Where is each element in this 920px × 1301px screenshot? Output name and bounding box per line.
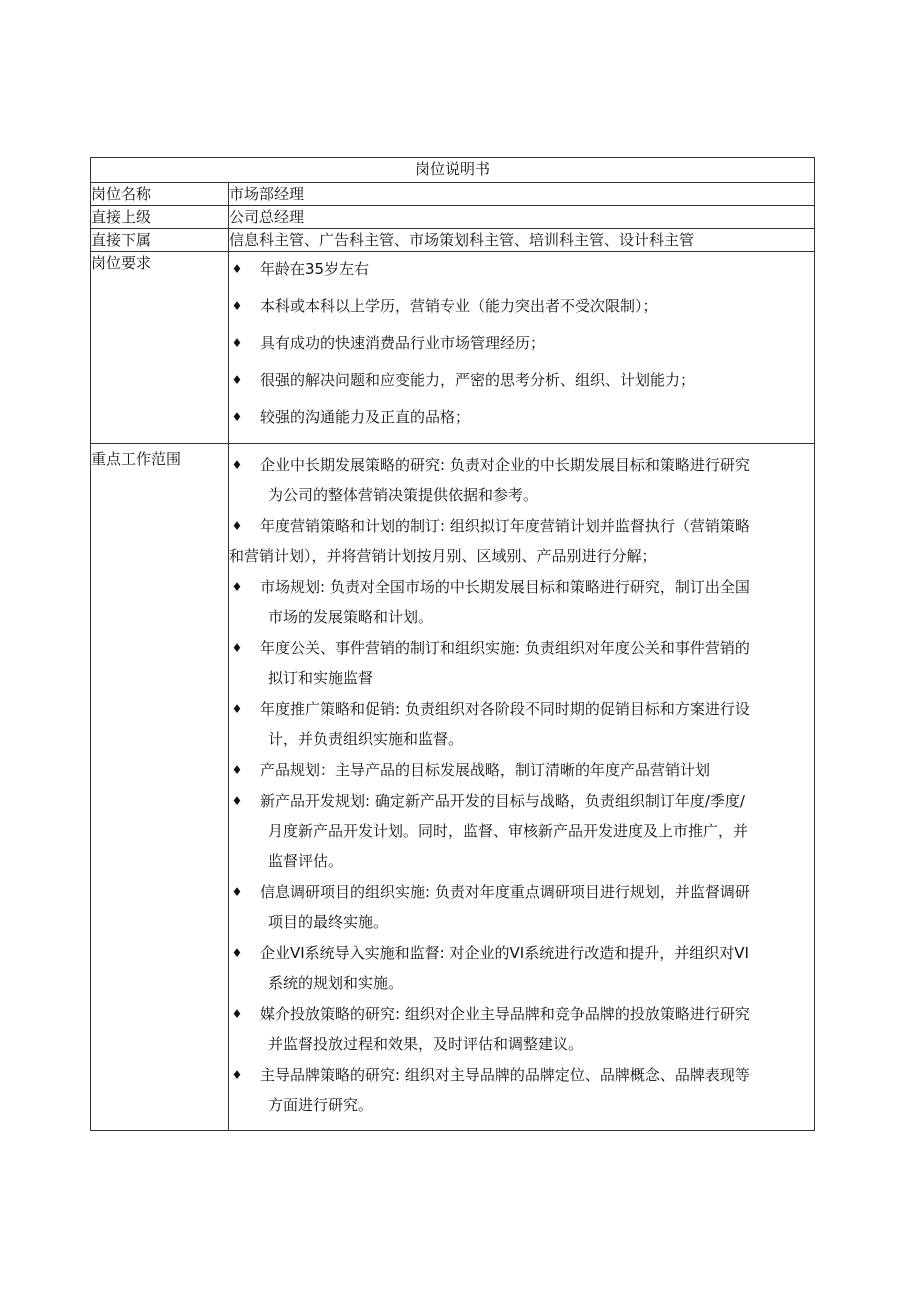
diamond-bullet-icon: ♦ xyxy=(231,458,243,472)
position-name-value: 市场部经理 xyxy=(229,183,815,206)
work-scope-text: 企业中长期发展策略的研究: 负责对企业的中长期发展目标和策略进行研究 xyxy=(260,456,750,474)
work-scope-item xyxy=(229,1060,814,1120)
work-scope-text: 为公司的整体营销决策提供依据和参考。 xyxy=(268,486,539,504)
diamond-bullet-icon: ♦ xyxy=(231,702,243,716)
requirement-item xyxy=(229,406,814,443)
work-scope-text: 新产品开发规划: 确定新产品开发的目标与战略，负责组织制订年度/季度/ xyxy=(260,792,745,810)
work-scope-cell xyxy=(229,444,815,1131)
direct-superior-label: 直接上级 xyxy=(91,206,229,229)
requirement-item xyxy=(229,332,814,369)
diamond-bullet-icon: ♦ xyxy=(231,794,243,808)
work-scope-text: 主导品牌策略的研究: 组织对主导品牌的品牌定位、品牌概念、品牌表现等 xyxy=(260,1066,750,1084)
work-scope-item xyxy=(229,938,814,998)
diamond-bullet-icon: ♦ xyxy=(231,262,243,276)
direct-superior-row xyxy=(91,206,815,229)
work-scope-item xyxy=(229,633,814,693)
work-scope-item xyxy=(229,450,814,510)
work-scope-item xyxy=(229,511,814,571)
position-name-row xyxy=(91,183,815,206)
work-scope-text: 信息调研项目的组织实施: 负责对年度重点调研项目进行规划，并监督调研 xyxy=(260,883,750,901)
work-scope-text: 系统的规划和实施。 xyxy=(268,974,404,992)
diamond-bullet-icon: ♦ xyxy=(231,763,243,777)
requirement-text: 本科或本科以上学历，营销专业（能力突出者不受次限制）； xyxy=(260,297,658,315)
requirement-text: 年龄在35岁左右 xyxy=(260,260,370,278)
work-scope-row xyxy=(91,444,815,1131)
position-name-label: 岗位名称 xyxy=(91,183,229,206)
diamond-bullet-icon: ♦ xyxy=(231,1007,243,1021)
direct-subordinate-label: 直接下属 xyxy=(91,229,229,252)
direct-subordinate-row xyxy=(91,229,815,252)
diamond-bullet-icon: ♦ xyxy=(231,373,243,387)
work-scope-item xyxy=(229,786,814,876)
requirements-label: 岗位要求 xyxy=(91,252,229,444)
requirement-text: 很强的解决问题和应变能力，严密的思考分析、组织、计划能力； xyxy=(260,371,696,389)
work-scope-item xyxy=(229,877,814,937)
work-scope-text: 拟订和实施监督 xyxy=(268,669,374,687)
work-scope-text: 并监督投放过程和效果，及时评估和调整建议。 xyxy=(268,1035,584,1053)
work-scope-text: 年度推广策略和促销: 负责组织对各阶段不同时期的促销目标和方案进行设 xyxy=(260,700,750,718)
requirements-cell xyxy=(229,252,815,444)
work-scope-item xyxy=(229,694,814,754)
diamond-bullet-icon: ♦ xyxy=(231,641,243,655)
work-scope-text: 市场的发展策略和计划。 xyxy=(268,608,434,626)
direct-superior-value: 公司总经理 xyxy=(229,206,815,229)
work-scope-text: 项目的最终实施。 xyxy=(268,913,389,931)
work-scope-text: 年度公关、事件营销的制订和组织实施: 负责组织对年度公关和事件营销的 xyxy=(260,639,750,657)
work-scope-label: 重点工作范围 xyxy=(91,444,229,1131)
requirement-item xyxy=(229,369,814,406)
work-scope-text: 和营销计划），并将营销计划按月别、区域别、产品别进行分解； xyxy=(229,547,657,565)
work-scope-text: 月度新产品开发计划。同时，监督、审核新产品开发进度及上市推广，并 xyxy=(268,822,749,840)
work-scope-text: 媒介投放策略的研究: 组织对企业主导品牌和竞争品牌的投放策略进行研究 xyxy=(260,1005,750,1023)
work-scope-item xyxy=(229,999,814,1059)
requirement-text: 具有成功的快速消费品行业市场管理经历； xyxy=(260,334,546,352)
requirement-text: 较强的沟通能力及正直的品格； xyxy=(260,408,471,426)
work-scope-text: 监督评估。 xyxy=(268,852,344,870)
requirements-list xyxy=(229,252,814,443)
direct-subordinate-value: 信息科主管、广告科主管、市场策划科主管、培训科主管、设计科主管 xyxy=(229,229,815,252)
work-scope-item xyxy=(229,572,814,632)
diamond-bullet-icon: ♦ xyxy=(231,885,243,899)
requirement-item xyxy=(229,258,814,295)
requirements-row xyxy=(91,252,815,444)
document-title: 岗位说明书 xyxy=(91,158,815,183)
work-scope-text: 企业VI系统导入实施和监督: 对企业的VI系统进行改造和提升，并组织对VI xyxy=(260,944,749,962)
work-scope-list xyxy=(229,444,814,1120)
work-scope-text: 年度营销策略和计划的制订: 组织拟订年度营销计划并监督执行（营销策略 xyxy=(260,517,750,535)
diamond-bullet-icon: ♦ xyxy=(231,580,243,594)
requirement-item xyxy=(229,295,814,332)
work-scope-text: 市场规划: 负责对全国市场的中长期发展目标和策略进行研究，制订出全国 xyxy=(260,578,750,596)
diamond-bullet-icon: ♦ xyxy=(231,1068,243,1082)
title-row xyxy=(91,158,815,183)
work-scope-text: 计，并负责组织实施和监督。 xyxy=(268,730,464,748)
job-description-table xyxy=(90,157,815,1131)
diamond-bullet-icon: ♦ xyxy=(231,946,243,960)
diamond-bullet-icon: ♦ xyxy=(231,410,243,424)
work-scope-text: 方面进行研究。 xyxy=(268,1096,374,1114)
diamond-bullet-icon: ♦ xyxy=(231,336,243,350)
work-scope-text: 产品规划：主导产品的目标发展战略，制订清晰的年度产品营销计划 xyxy=(260,761,711,779)
diamond-bullet-icon: ♦ xyxy=(231,519,243,533)
diamond-bullet-icon: ♦ xyxy=(231,299,243,313)
work-scope-item xyxy=(229,755,814,785)
